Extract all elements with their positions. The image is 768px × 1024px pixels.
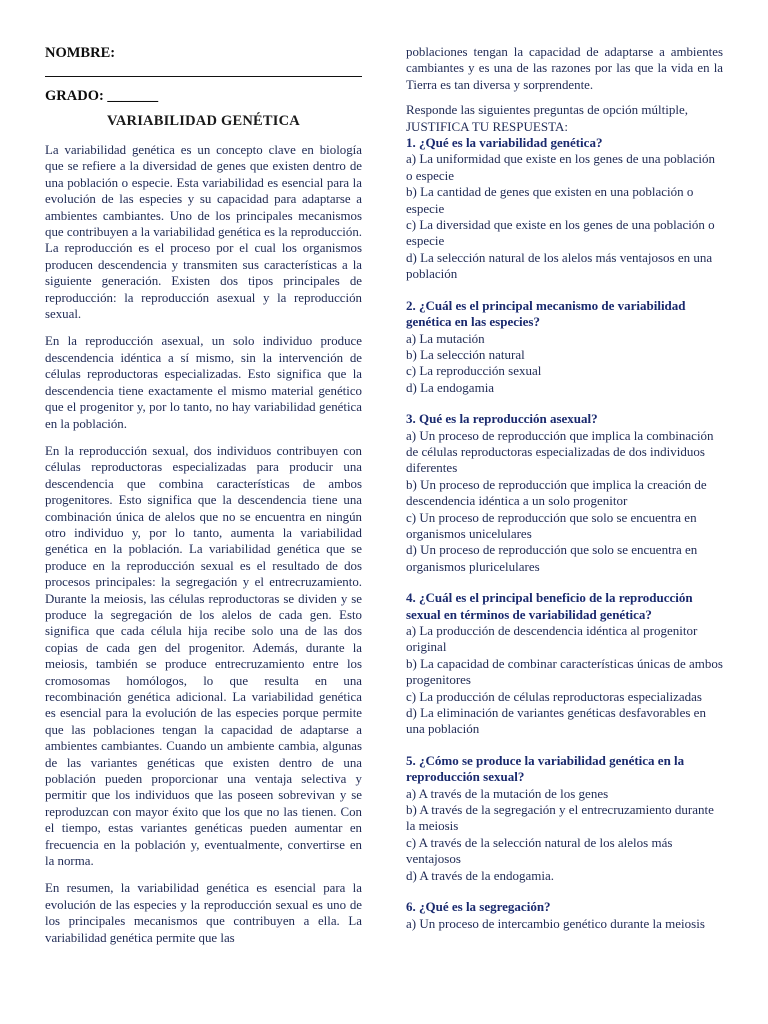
passage-paragraph-4: En resumen, la variabilidad genética es esencial para la evolución de las especies y la reproducción sexual es uno de los principales mecanismos que contribuyen a ella. La variabilidad genética permite que las xyxy=(45,881,362,945)
answer-option: a) Un proceso de intercambio genético durante la meiosis xyxy=(406,915,705,931)
question-1 xyxy=(406,135,723,283)
answer-option: a) La producción de descendencia idéntica al progenitor original xyxy=(406,623,698,655)
question-text: 1. ¿Qué es la variabilidad genética? xyxy=(406,135,603,151)
passage-continuation: poblaciones tengan la capacidad de adaptarse a ambientes cambiantes y es una de las razones por las que la vida en la Tierra es tan diversa y sorprendente. xyxy=(406,45,723,92)
answer-option: b) A través de la segregación y el entrecruzamiento durante la meiosis xyxy=(406,802,714,834)
answer-option: b) La cantidad de genes que existen en una población o especie xyxy=(406,184,694,216)
answer-option: c) La diversidad que existe en los genes de una población o especie xyxy=(406,217,715,249)
answer-option: d) La selección natural de los alelos más ventajosos en una población xyxy=(406,249,713,282)
answer-option: a) La mutación xyxy=(406,330,485,346)
answer-option: a) Un proceso de reproducción que implica la combinación de células reproductoras especializadas de dos individuos diferentes xyxy=(406,427,714,476)
question-6 xyxy=(406,899,723,932)
question-3 xyxy=(406,411,723,575)
right-column xyxy=(406,44,723,947)
answer-option: d) La endogamia xyxy=(406,379,495,395)
answer-option: d) Un proceso de reproducción que solo se encuentra en organismos pluricelulares xyxy=(406,542,698,574)
nombre-label: NOMBRE: xyxy=(45,45,116,61)
worksheet-title: VARIABILIDAD GENÉTICA xyxy=(107,113,300,129)
answer-option: b) Un proceso de reproducción que implica la creación de descendencia idéntica a un solo progenitor xyxy=(406,476,707,509)
answer-option: c) La producción de células reproductoras especializadas xyxy=(406,688,702,704)
question-text: 3. Qué es la reproducción asexual? xyxy=(406,411,598,427)
question-text: 5. ¿Cómo se produce la variabilidad genética en la reproducción sexual? xyxy=(406,752,685,785)
answer-option: a) A través de la mutación de los genes xyxy=(406,785,609,801)
question-text: 4. ¿Cuál es el principal beneficio de la reproducción sexual en términos de variabilidad genética? xyxy=(406,590,693,622)
nombre-line[interactable] xyxy=(45,62,362,77)
answer-option: b) La capacidad de combinar características únicas de ambos progenitores xyxy=(406,655,723,688)
question-4 xyxy=(406,590,723,738)
answer-option: a) La uniformidad que existe en los genes de una población o especie xyxy=(406,151,716,183)
answer-option: d) A través de la endogamia. xyxy=(406,867,555,883)
answer-option: c) La reproducción sexual xyxy=(406,363,542,379)
answer-option: b) La selección natural xyxy=(406,346,525,362)
question-text: 2. ¿Cuál es el principal mecanismo de variabilidad genética en las especies? xyxy=(406,297,686,330)
quiz-instructions: Responde las siguientes preguntas de opción múltiple, JUSTIFICA TU RESPUESTA: xyxy=(406,102,688,134)
question-5 xyxy=(406,753,723,884)
question-text: 6. ¿Qué es la segregación? xyxy=(406,899,551,915)
answer-option: d) La eliminación de variantes genéticas desfavorables en una población xyxy=(406,705,706,737)
left-column xyxy=(45,44,362,957)
grado-label: GRADO: _______ xyxy=(45,88,159,104)
answer-option: c) Un proceso de reproducción que solo se encuentra en organismos unicelulares xyxy=(406,509,697,541)
passage-paragraph-2: En la reproducción asexual, un solo individuo produce descendencia idéntica a sí mismo, sin la intervención de células reproductoras especializadas. Esto significa que la descendencia tiene exactamente el mismo material genético que el progenitor y, por lo tanto, no hay variabilidad genética en la población. xyxy=(45,334,362,431)
answer-option: c) A través de la selección natural de los alelos más ventajosos xyxy=(406,834,673,867)
question-2 xyxy=(406,298,723,396)
passage-paragraph-1: La variabilidad genética es un concepto clave en biología que se refiere a la diversidad de genes que existen dentro de una población o especie. Esta variabilidad es esencial para la evolución de las especies y su capacidad para adaptarse a ambientes cambiantes. Uno de los principales mecanismos que contribuyen a la variabilidad genética es la reproducción. La reproducción es el proceso por el cual los organismos producen descendencia y transmiten sus características a la siguiente generación. Existen dos tipos principales de reproducción: la reproducción asexual y la reproducción sexual. xyxy=(45,143,362,322)
passage-paragraph-3: En la reproducción sexual, dos individuos contribuyen con células reproductoras especializadas para producir una descendencia que combina características de ambos progenitores. Esto significa que la descendencia tiene una combinación única de alelos que no se encuentra en ningún otro individuo y, por lo tanto, aumenta la variabilidad genética en la población. La variabilidad genética que se produce en la reproducción sexual es el resultado de dos procesos principales: la segregación y el entrecruzamiento. Durante la meiosis, las células reproductoras se dividen y se produce la segregación de los alelos de cada gen. Esto significa que cada célula hija recibe solo una de las dos copias de cada gen del progenitor. Además, durante la meiosis, también se produce entrecruzamiento entre los cromosomas homólogos, lo que resulta en una recombinación genética adicional. La variabilidad genética es esencial para la evolución de las especies porque permite que las poblaciones tengan la capacidad de adaptarse a ambientes cambiantes. Cuando un ambiente cambia, algunas de las variantes genéticas que existen dentro de una población pueden proporcionar una ventaja selectiva y permitir que los individuos que las poseen sobrevivan y se reproduzcan con mayor éxito que los que no las tienen. Con el tiempo, estas variantes genéticas pueden aumentar en frecuencia en la población y, eventualmente, convertirse en la norma. xyxy=(45,443,362,869)
